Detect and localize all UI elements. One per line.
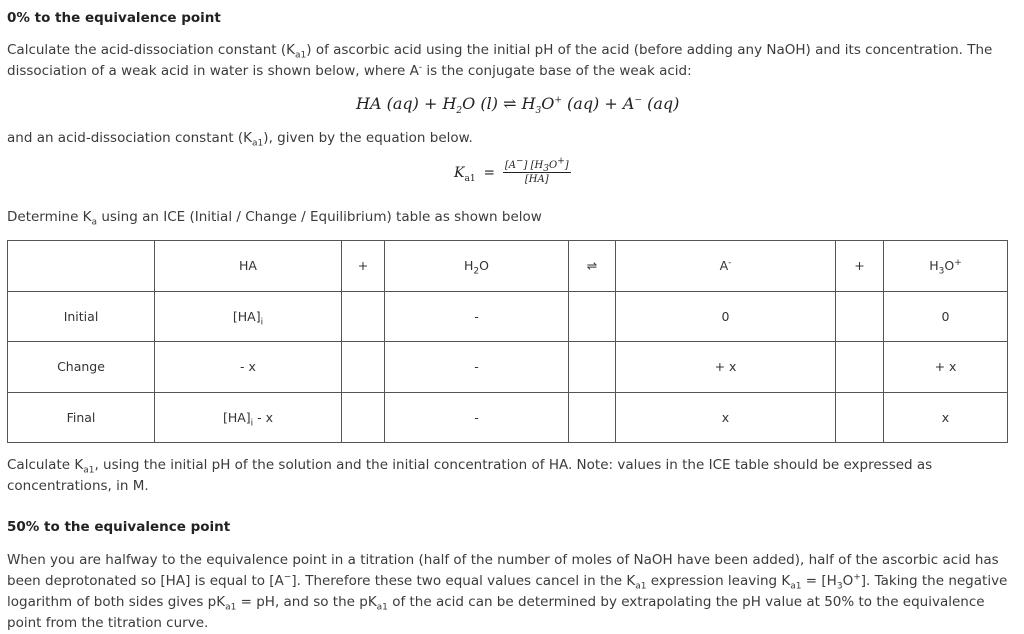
ice-cell-empty: [569, 342, 616, 393]
ice-header-plus: +: [342, 241, 385, 292]
ice-header-a: A-: [616, 241, 836, 292]
ice-cell-h3o: 0: [884, 291, 1008, 342]
ice-cell-empty: [342, 392, 385, 443]
half-equivalence-paragraph: When you are halfway to the equivalence point in a titration (half of the number of moles of NaOH have been added), half of the ascorbic acid has been deprotonated so [HA] is equal to [A−]. Therefore these two equal values cancel in the $K_{a1}$ expression leaving $K_{a1} = [H_3O^+]$. Taking the negative logarithm of both sides gives $pK_{a1}$ = pH, and so the $pK_{a1}$ of the acid can be determined by extrapolating the pH value at 50% to the equivalence point from the titration curve.: [7, 552, 1008, 631]
ice-row-initial: [8, 291, 1008, 342]
dissociation-equation: HA $(aq) + H_2O$ (l) ⇌ $H_3O^+$ (aq) + A− (aq): [356, 94, 680, 117]
determine-text: Determine $K_a$ using an ICE (Initial / Change / Equilibrium) table as shown below: [7, 209, 542, 228]
ice-header-corner: [8, 241, 155, 292]
ice-cell-ha: $[HA]_i$: [155, 291, 342, 342]
ice-cell-h3o: x: [884, 392, 1008, 443]
ice-cell-empty: [836, 342, 884, 393]
ice-cell-empty: [836, 392, 884, 443]
equilibrium-arrow-icon: ⇌: [503, 94, 517, 113]
ice-table: [7, 240, 1008, 443]
section-heading-50-percent: 50% to the equivalence point: [7, 519, 231, 535]
ice-cell-h2o: -: [385, 392, 569, 443]
ice-cell-h2o: -: [385, 342, 569, 393]
ice-header-h2o: $H_2O$: [385, 241, 569, 292]
intro-paragraph: Calculate the acid-dissociation constant $(K_{a1})$ of ascorbic acid using the initial pH of the acid (before adding any NaOH) and its concentration. The dissociation of a weak acid in water is shown below, where A- is the conjugate base of the weak acid:: [7, 42, 993, 79]
ice-cell-empty: [569, 291, 616, 342]
ka-fraction: $\frac{[A^-] [H_3O^+]}{[HA]}$: [504, 156, 569, 185]
ice-cell-a: 0: [616, 291, 836, 342]
ice-cell-empty: [569, 392, 616, 443]
calculate-text: Calculate $K_{a1}$, using the initial pH of the solution and the initial concentration of HA. Note: values in the ICE table should be expressed as concentrations, in M.: [7, 457, 933, 494]
ice-row-change: [8, 342, 1008, 393]
ice-header-h3o: $H_3O^+$: [884, 241, 1008, 292]
ice-row-label: Final: [8, 392, 155, 443]
ice-cell-a: + x: [616, 342, 836, 393]
ka-intro-text: and an acid-dissociation constant $(K_{a1})$, given by the equation below.: [7, 130, 473, 149]
equilibrium-arrow-icon: ⇌: [569, 241, 616, 292]
section-heading-0-percent: 0% to the equivalence point: [7, 10, 221, 26]
ice-cell-ha: - x: [155, 342, 342, 393]
ice-cell-empty: [342, 291, 385, 342]
ice-header-plus: +: [836, 241, 884, 292]
ice-cell-h2o: -: [385, 291, 569, 342]
ice-header-ha: HA: [155, 241, 342, 292]
ka-equation: $K_{a1}$ = $\frac{[A^-] [H_3O^+]}{[HA]}$: [454, 156, 569, 185]
ice-row-label: Change: [8, 342, 155, 393]
ice-cell-a: x: [616, 392, 836, 443]
ice-row-final: [8, 392, 1008, 443]
ice-header-row: [8, 241, 1008, 292]
ice-cell-empty: [342, 342, 385, 393]
ice-cell-empty: [836, 291, 884, 342]
ice-row-label: Initial: [8, 291, 155, 342]
ice-cell-h3o: + x: [884, 342, 1008, 393]
ice-cell-ha: $[HA]_i$ - x: [155, 392, 342, 443]
